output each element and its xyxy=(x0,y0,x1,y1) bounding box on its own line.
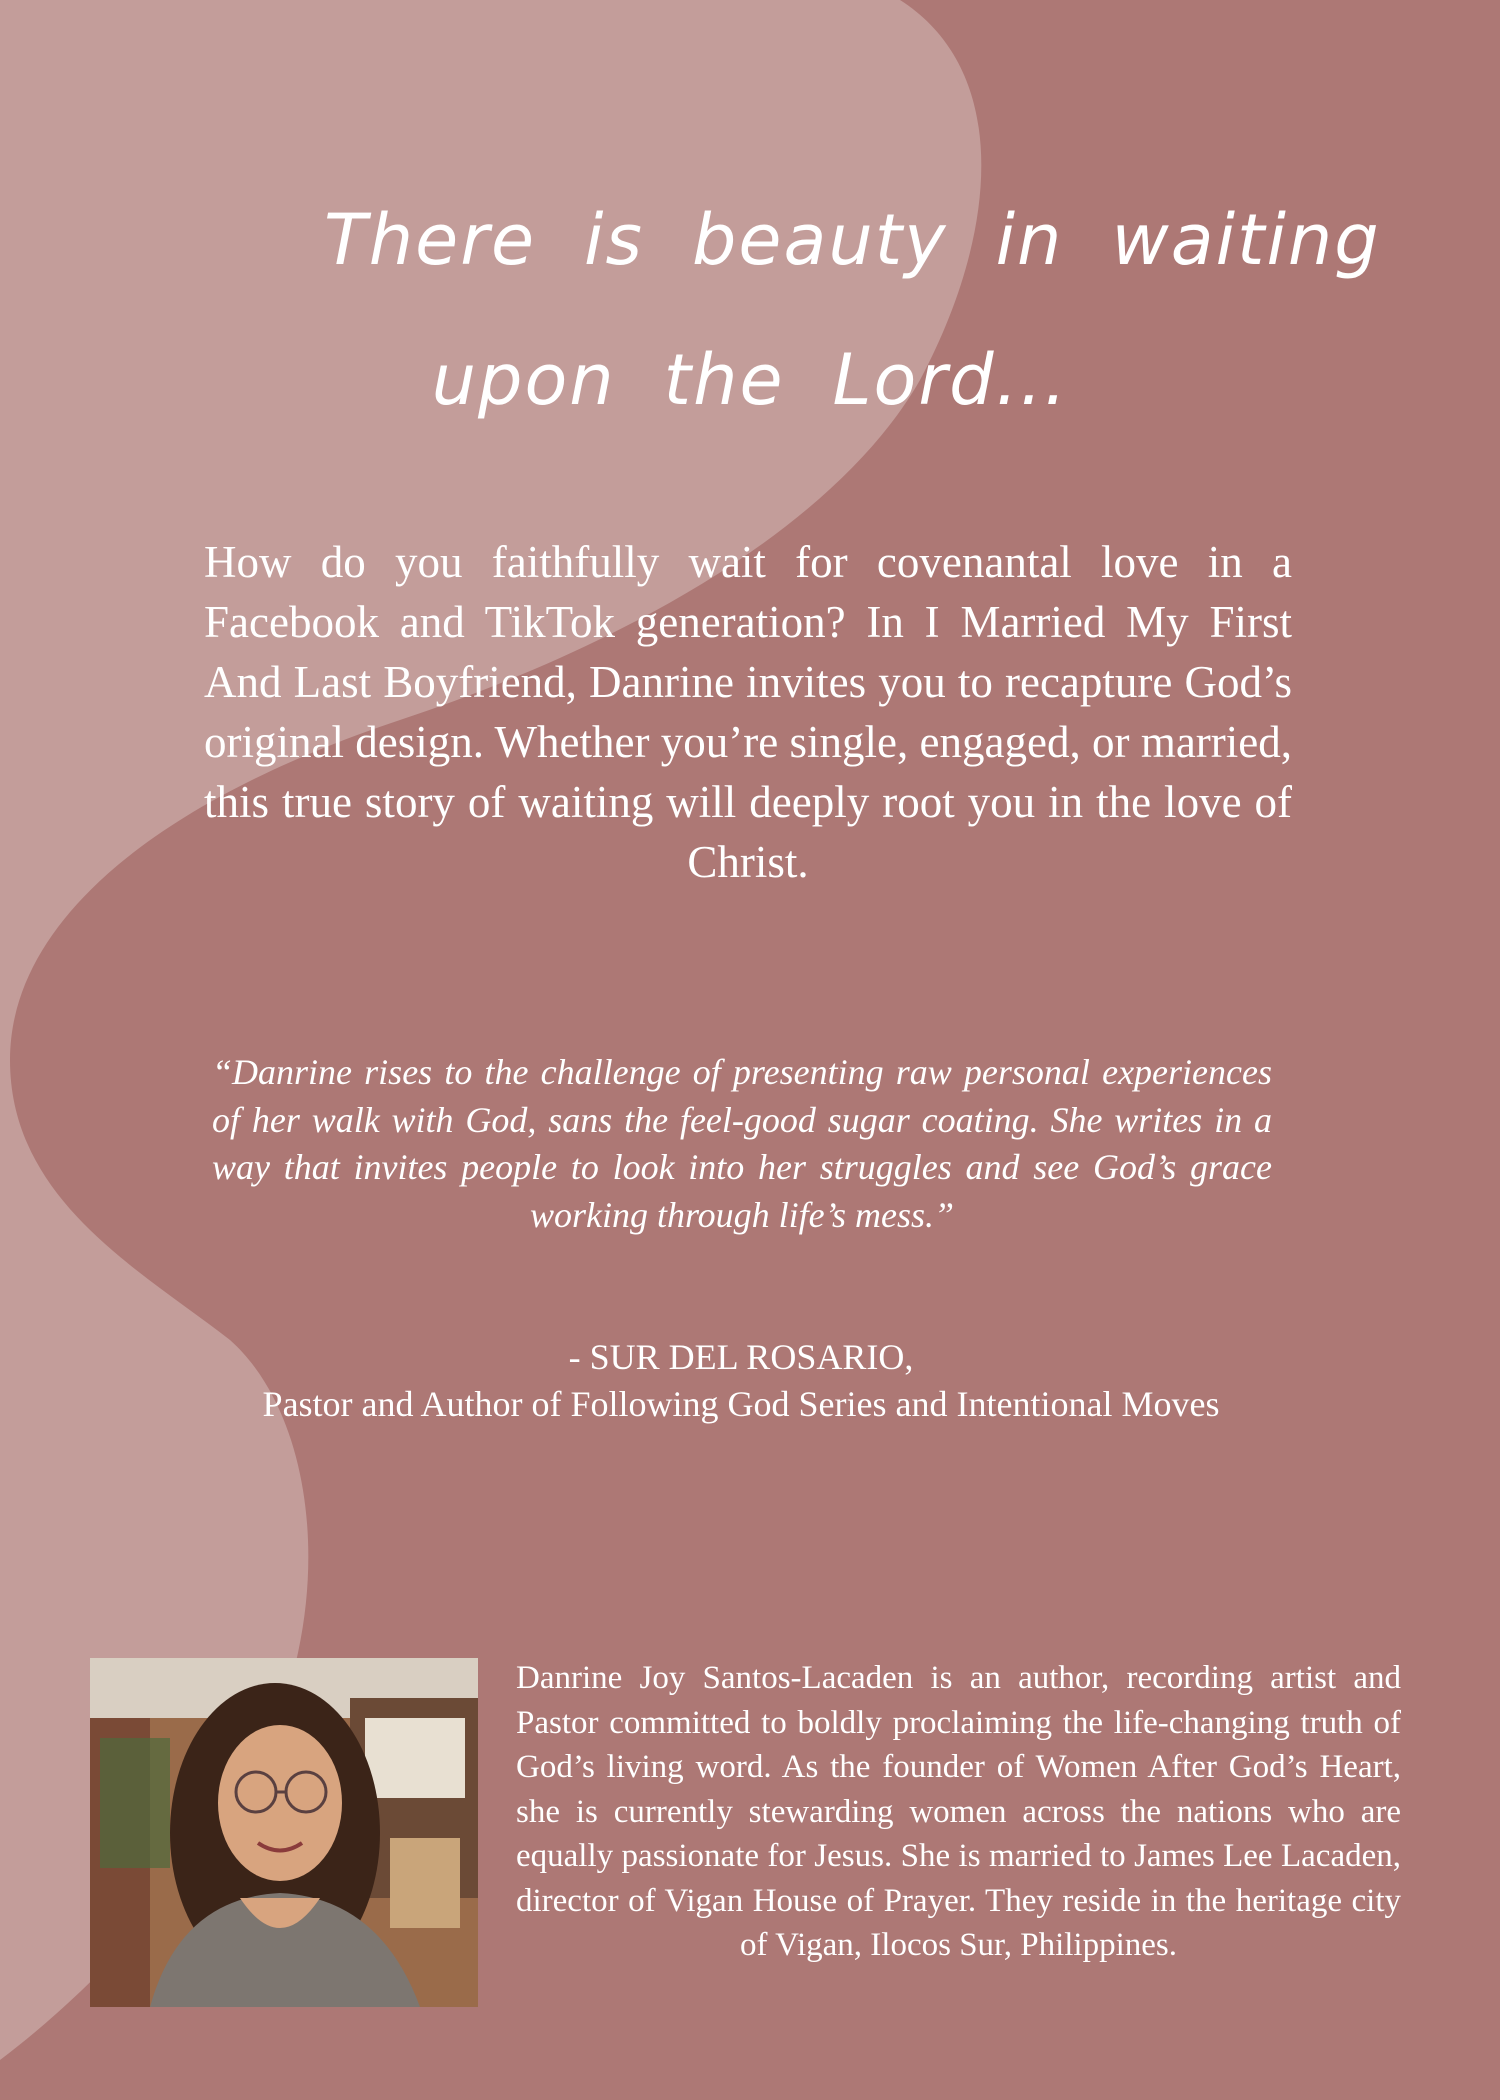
headline-word: in xyxy=(995,199,1064,281)
headline-word: the xyxy=(663,339,785,421)
headline-word: upon xyxy=(431,339,616,421)
author-bio: Danrine Joy Santos-Lacaden is an author, recording artist and Pastor committed to boldly proclaiming the life-changing truth of God’s living word. As the founder of Women After God’s Heart, she is currently stewarding women across the nations who are equally passionate for Jesus. She is married to James Lee Lacaden, director of Vigan House of Prayer. They reside in the heritage city of Vigan, Ilocos Sur, Philippines. xyxy=(516,1660,1401,1963)
headline-word: is xyxy=(584,199,644,281)
endorser-title: Pastor and Author of Following God Series and Intentional Moves xyxy=(262,1384,1220,1424)
headline-line-1 xyxy=(300,170,1381,310)
headline-line-2 xyxy=(300,310,1200,450)
endorser-name: - SUR DEL ROSARIO, xyxy=(568,1337,914,1377)
headline xyxy=(300,170,1381,450)
endorsement-quote: “Danrine rises to the challenge of presenting raw personal experiences of her walk with God, sans the feel-good sugar coating. She writes in a way that invites people to look into her struggles and see God’s grace working through life’s mess.” xyxy=(212,1052,1272,1235)
headline-word: Lord... xyxy=(832,339,1069,421)
headline-word: There xyxy=(324,199,537,281)
headline-word: waiting xyxy=(1111,199,1381,281)
endorsement-attribution xyxy=(150,1334,1332,1428)
headline-word: beauty xyxy=(691,199,948,281)
author-photo xyxy=(90,1658,478,2007)
book-blurb: How do you faithfully wait for covenantal love in a Facebook and TikTok generation? In I Married My First And Last Boyfriend, Danrine invites you to recapture God’s original design. Whether you’re single, engaged, or married, this true story of waiting will deeply root you in the love of Christ. xyxy=(204,537,1292,887)
